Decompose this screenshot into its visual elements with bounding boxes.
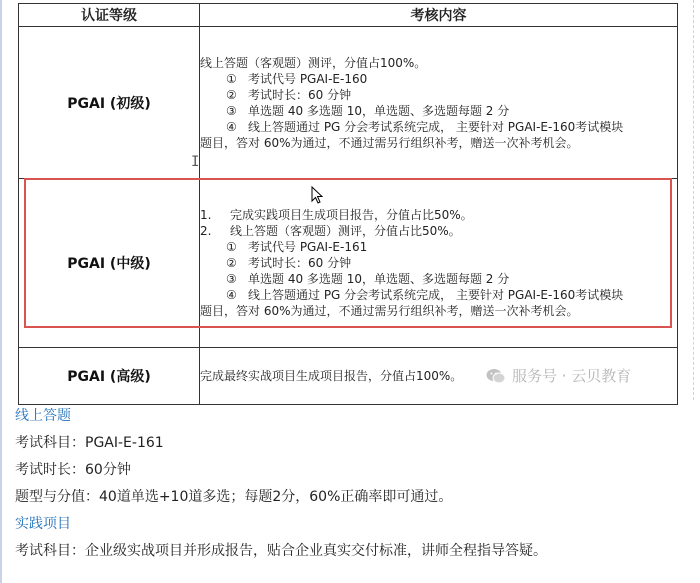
content-line [200, 223, 673, 239]
header-content: 考核内容 [200, 4, 678, 27]
content-line [200, 287, 673, 303]
item-number: ④ [226, 119, 237, 134]
practice-subject-line: 考试科目：企业级实战项目并形成报告，贴合企业真实交付标准，讲师全程指导答疑。 [15, 543, 547, 559]
item-number: ① [226, 71, 237, 86]
table-row [19, 179, 678, 348]
page-edge [0, 0, 2, 583]
content-line [200, 71, 673, 87]
section-heading-online: 线上答题 [15, 408, 71, 424]
level-cell: PGAI (初级) [19, 27, 200, 179]
watermark [486, 365, 631, 386]
content-line [200, 207, 673, 223]
item-number: 2. [200, 224, 212, 238]
exam-table [18, 3, 678, 405]
item-number: ② [226, 87, 237, 102]
content-line [200, 255, 673, 271]
content-line [200, 103, 673, 119]
content-cell[interactable] [200, 27, 678, 179]
item-number: ④ [226, 288, 237, 302]
content-line [200, 119, 673, 135]
item-text: 线上答题通过 PG 分会考试系统完成， 主要针对 PGAI-E-160考试模块 [248, 288, 624, 302]
item-number: ③ [226, 272, 237, 286]
page-edge-right [692, 0, 694, 400]
exam-subject-line: 考试科目：PGAI-E-161 [15, 435, 164, 451]
wechat-icon [486, 368, 506, 384]
item-number: 1. [200, 208, 212, 222]
content-cell[interactable] [200, 179, 678, 348]
item-number: ① [226, 240, 237, 254]
content-line: 题目，答对 60%为通过，不通过需另行组织补考，赠送一次补考机会。 [200, 304, 579, 318]
item-text: 线上答题通过 PG 分会考试系统完成， 主要针对 PGAI-E-160考试模块 [248, 119, 624, 134]
watermark-text: 服务号 · 云贝教育 [512, 367, 632, 385]
level-cell: PGAI (高级) [19, 348, 200, 405]
level-cell: PGAI (中级) [19, 179, 200, 348]
item-text: 考试时长：60 分钟 [248, 87, 352, 102]
item-text: 单选题 40 多选题 10，单选题、多选题每题 2 分 [248, 103, 510, 118]
item-text: 完成实践项目生成项目报告，分值占比50%。 [230, 208, 473, 222]
item-number: ③ [226, 103, 237, 118]
content-line: 完成最终实战项目生成项目报告，分值占100%。 [200, 369, 463, 383]
header-level: 认证等级 [19, 4, 200, 27]
item-number: ② [226, 256, 237, 270]
content-line [200, 271, 673, 287]
item-text: 考试时长：60 分钟 [248, 256, 352, 270]
section-heading-practice: 实践项目 [15, 516, 71, 532]
table-row [19, 27, 678, 179]
content-line [200, 239, 673, 255]
exam-duration-line: 考试时长：60分钟 [15, 462, 131, 478]
content-line: 线上答题（客观题）测评，分值占100%。 [200, 55, 427, 70]
text-cursor-icon: I [191, 154, 200, 170]
table-header-row [19, 4, 678, 27]
item-text: 考试代号 PGAI-E-161 [248, 240, 368, 254]
mouse-pointer-icon [311, 186, 323, 208]
item-text: 单选题 40 多选题 10，单选题、多选题每题 2 分 [248, 272, 510, 286]
item-text: 线上答题（客观题）测评，分值占比50%。 [230, 224, 461, 238]
item-text: 考试代号 PGAI-E-160 [248, 71, 368, 86]
question-type-line: 题型与分值：40道单选+10道多选；每题2分，60%正确率即可通过。 [15, 489, 453, 505]
content-line [200, 87, 673, 103]
content-line: 题目，答对 60%为通过，不通过需另行组织补考，赠送一次补考机会。 [200, 135, 579, 150]
